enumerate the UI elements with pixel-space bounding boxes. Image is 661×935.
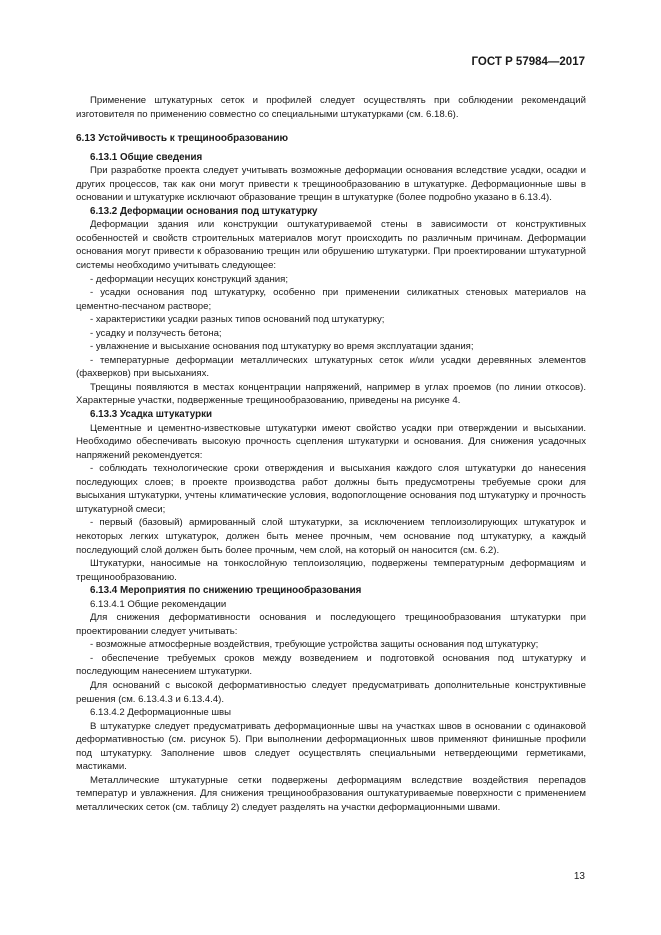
clause-heading-6-13-4-2: 6.13.4.2 Деформационные швы (90, 707, 232, 719)
list-item: - соблюдать технологические сроки отверждения и высыхания каждого слоя штукатурки до нанесения последующих слоев; в проекте производства работ должны быть предусмотрены требуемые сроки для высыхания штукатурки, учтены климатические условия, водопоглощение основания под штукатурку и прочность штукатурной смеси; (76, 463, 586, 515)
list-item: - первый (базовый) армированный слой штукатурки, за исключением теплоизолирующих штукатурок и некоторых легких штукатурок, должен быть менее прочным, чем основание под штукатурку, а каждый последующий слой должен быть более прочным, чем слой, на который он наносится (см. 6.2). (76, 517, 586, 556)
list-item: - температурные деформации металлических штукатурных сеток и/или усадки деревянных элементов (фахверков) при высыханиях. (76, 354, 586, 380)
paragraph: Штукатурки, наносимые на тонкослойную теплоизоляцию, подвержены температурным деформациям и трещинообразованию. (76, 558, 586, 583)
list-item: - увлажнение и высыхание основания под штукатурку во время эксплуатации здания; (90, 341, 474, 353)
document-header-id: ГОСТ Р 57984—2017 (471, 56, 585, 68)
subsection-heading-6-13-3: 6.13.3 Усадка штукатурки (90, 409, 213, 421)
list-item: - деформации несущих конструкций здания; (90, 273, 288, 285)
page-number: 13 (573, 871, 585, 882)
list-item: - обеспечение требуемых сроков между возведением и подготовкой основания под штукатурку и последующим нанесением штукатурки. (76, 652, 586, 678)
subsection-heading-6-13-1: 6.13.1 Общие сведения (90, 151, 203, 163)
subsection-heading-6-13-4: 6.13.4 Мероприятия по снижению трещинообразования (90, 585, 362, 597)
paragraph: Для оснований с высокой деформативностью следует предусматривать дополнительные конструктивные решения (см. 6.13.4.3 и 6.13.4.4). (76, 679, 586, 705)
paragraph: Трещины появляются в местах концентрации напряжений, например в углах проемов (по линии откосов). Характерные участки, подверженные трещинообразованию, приведены на рисунке 4. (76, 381, 586, 407)
paragraph: Металлические штукатурные сетки подвержены деформациям вследствие воздействия перепадов температур и увлажнения. Для снижения трещинообразования оштукатуриваемые поверхности с применением металлических сеток (см. таблицу 2) следует разделять на участки деформационными швами. (76, 774, 586, 813)
paragraph: Применение штукатурных сеток и профилей следует осуществлять при соблюдении рекомендаций изготовителя по применению совместно со специальными штукатурками (см. 6.18.6). (76, 95, 586, 120)
paragraph: В штукатурке следует предусматривать деформационные швы на участках швов в основании с одинаковой деформативностью (см. рисунок 5). При выполнении деформационных швов применяют финишные профили под штукатурку. Заполнение швов следует осуществлять специальными нетвердеющими герметиками, мастиками. (76, 720, 586, 773)
subsection-heading-6-13-2: 6.13.2 Деформации основания под штукатурку (90, 205, 318, 217)
document-body (76, 94, 586, 814)
section-heading-6-13: 6.13 Устойчивость к трещинообразованию (76, 133, 289, 145)
paragraph: Цементные и цементно-известковые штукатурки имеют свойство усадки при отверждении и высыхании. Необходимо обеспечивать высокую прочность сцепления штукатурки и основания. Для снижения усадочных напряжений рекомендуется: (76, 422, 586, 461)
list-item: - усадку и ползучесть бетона; (90, 327, 222, 339)
paragraph: При разработке проекта следует учитывать возможные деформации основания вследствие усадки, осадки и других процессов, так как они могут привести к трещинообразованию в штукатурке. Деформационные швы в основании и штукатурке исключают образование трещин в штукатурке (более подробно указано в 6.13.4). (76, 165, 586, 204)
paragraph: Для снижения деформативности основания и последующего трещинообразования штукатурки при проектировании следует учитывать: (76, 612, 586, 637)
list-item: - возможные атмосферные воздействия, требующие устройства защиты основания под штукатурку; (90, 639, 539, 651)
list-item: - усадки основания под штукатурку, особенно при применении силикатных стеновых материалов на цементно-песчаном растворе; (76, 287, 586, 312)
clause-heading-6-13-4-1: 6.13.4.1 Общие рекомендации (90, 598, 227, 610)
paragraph: Деформации здания или конструкции оштукатуриваемой стены в зависимости от конструктивных особенностей и свойств строительных материалов могут происходить по различным причинам. Деформации основания могут привести к образованию трещин или обрушению штукатурки. При проектировании штукатурной системы необходимо учитывать следующее: (76, 219, 586, 272)
list-item: - характеристики усадки разных типов оснований под штукатурку; (90, 314, 385, 326)
